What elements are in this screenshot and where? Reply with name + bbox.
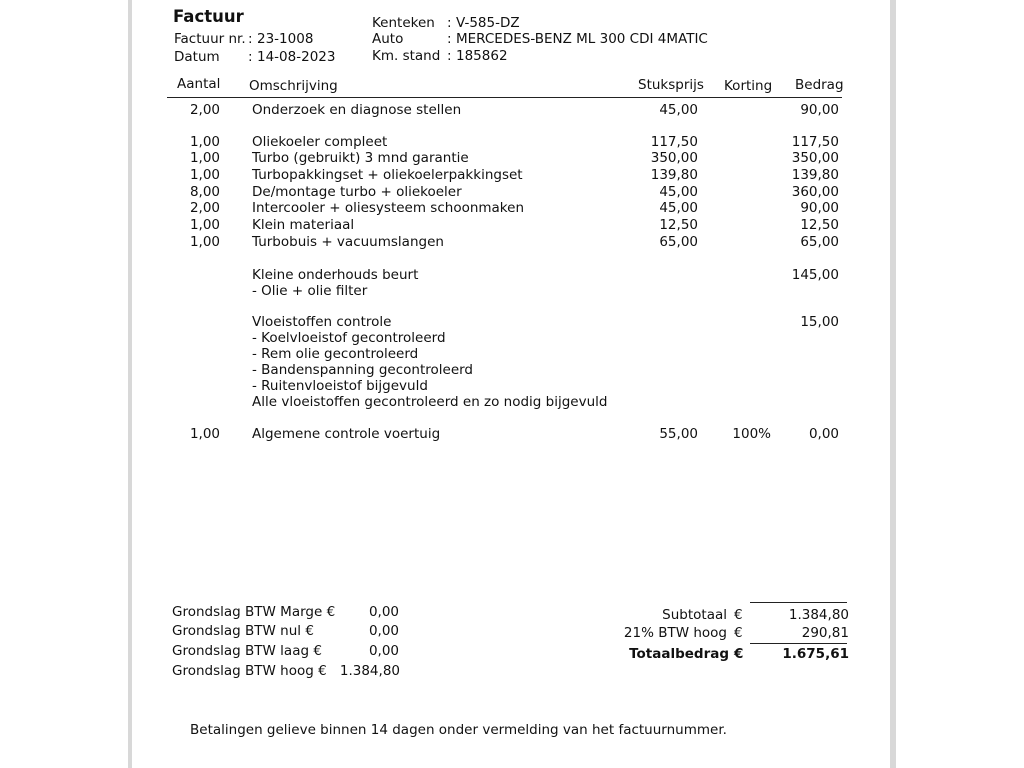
row-bedrag: 145,00 bbox=[791, 267, 839, 283]
totals-top-rule bbox=[750, 602, 847, 603]
invoice-date-label: Datum bbox=[174, 49, 220, 65]
invoice-title: Factuur bbox=[173, 7, 244, 26]
row-bedrag: 350,00 bbox=[791, 150, 839, 166]
row-omschrijving: - Rem olie gecontroleerd bbox=[252, 346, 419, 362]
plate-label: Kenteken bbox=[372, 15, 435, 31]
row-bedrag: 90,00 bbox=[800, 200, 839, 216]
total-currency: € bbox=[734, 646, 744, 662]
btw-basis-value: 0,00 bbox=[368, 623, 399, 639]
btw-basis-label: Grondslag BTW Marge € bbox=[172, 604, 336, 620]
table-header-rule bbox=[167, 97, 842, 98]
mileage-label: Km. stand bbox=[372, 48, 441, 64]
row-korting: 100% bbox=[732, 426, 771, 442]
subtotal-label: Subtotaal bbox=[662, 607, 727, 623]
btw-basis-value: 1.384,80 bbox=[339, 663, 400, 679]
row-aantal: 1,00 bbox=[189, 234, 220, 250]
row-aantal: 1,00 bbox=[189, 134, 220, 150]
row-stuksprijs: 117,50 bbox=[650, 134, 698, 150]
vat-label: 21% BTW hoog bbox=[623, 625, 727, 641]
row-aantal: 1,00 bbox=[189, 426, 220, 442]
row-bedrag: 90,00 bbox=[800, 102, 839, 118]
invoice-date-value: 14-08-2023 bbox=[257, 49, 336, 65]
vat-value: 290,81 bbox=[801, 625, 849, 641]
row-stuksprijs: 55,00 bbox=[659, 426, 698, 442]
invoice-date-sep: : bbox=[248, 49, 253, 65]
row-omschrijving: - Koelvloeistof gecontroleerd bbox=[252, 330, 446, 346]
mileage-sep: : bbox=[447, 48, 452, 64]
col-header-omschrijving: Omschrijving bbox=[249, 78, 338, 94]
page-border-right bbox=[890, 0, 896, 768]
row-omschrijving: Turbo (gebruikt) 3 mnd garantie bbox=[252, 150, 469, 166]
row-omschrijving: - Bandenspanning gecontroleerd bbox=[252, 362, 474, 378]
row-stuksprijs: 12,50 bbox=[659, 217, 698, 233]
row-omschrijving: Algemene controle voertuig bbox=[252, 426, 441, 442]
payment-note: Betalingen gelieve binnen 14 dagen onder vermelding van het factuurnummer. bbox=[190, 722, 727, 738]
subtotal-value: 1.384,80 bbox=[788, 607, 849, 623]
vat-currency: € bbox=[734, 625, 743, 641]
row-omschrijving: Intercooler + oliesysteem schoonmaken bbox=[252, 200, 525, 216]
row-omschrijving: Vloeistoffen controle bbox=[252, 314, 392, 330]
row-omschrijving: Alle vloeistoffen gecontroleerd en zo nodig bijgevuld bbox=[252, 394, 608, 410]
row-bedrag: 360,00 bbox=[791, 184, 839, 200]
row-stuksprijs: 45,00 bbox=[659, 200, 698, 216]
row-stuksprijs: 350,00 bbox=[650, 150, 698, 166]
subtotal-currency: € bbox=[734, 607, 743, 623]
invoice-number-value: 23-1008 bbox=[257, 31, 314, 47]
btw-basis-value: 0,00 bbox=[368, 604, 399, 620]
totals-sum-rule bbox=[750, 643, 847, 644]
row-bedrag: 0,00 bbox=[808, 426, 839, 442]
row-bedrag: 139,80 bbox=[791, 167, 839, 183]
plate-value: V-585-DZ bbox=[456, 15, 520, 31]
row-bedrag: 117,50 bbox=[791, 134, 839, 150]
col-header-bedrag: Bedrag bbox=[795, 77, 844, 93]
total-value: 1.675,61 bbox=[782, 646, 849, 662]
row-aantal: 2,00 bbox=[189, 102, 220, 118]
btw-basis-label: Grondslag BTW hoog € bbox=[172, 663, 327, 679]
row-stuksprijs: 45,00 bbox=[659, 102, 698, 118]
row-stuksprijs: 139,80 bbox=[650, 167, 698, 183]
invoice-number-label: Factuur nr. bbox=[174, 31, 246, 47]
plate-sep: : bbox=[447, 15, 452, 31]
row-bedrag: 15,00 bbox=[800, 314, 839, 330]
mileage-value: 185862 bbox=[456, 48, 508, 64]
btw-basis-label: Grondslag BTW nul € bbox=[172, 623, 314, 639]
row-omschrijving: Kleine onderhouds beurt bbox=[252, 267, 419, 283]
col-header-stuksprijs: Stuksprijs bbox=[638, 77, 704, 93]
row-stuksprijs: 65,00 bbox=[659, 234, 698, 250]
row-omschrijving: Turbopakkingset + oliekoelerpakkingset bbox=[252, 167, 523, 183]
row-aantal: 1,00 bbox=[189, 167, 220, 183]
row-omschrijving: - Ruitenvloeistof bijgevuld bbox=[252, 378, 428, 394]
row-omschrijving: - Olie + olie filter bbox=[252, 283, 368, 299]
row-omschrijving: Oliekoeler compleet bbox=[252, 134, 388, 150]
btw-basis-value: 0,00 bbox=[368, 643, 399, 659]
row-aantal: 1,00 bbox=[189, 217, 220, 233]
total-label: Totaalbedrag bbox=[629, 646, 729, 662]
car-label: Auto bbox=[372, 31, 404, 47]
car-value: MERCEDES-BENZ ML 300 CDI 4MATIC bbox=[456, 31, 708, 47]
car-sep: : bbox=[447, 31, 452, 47]
col-header-aantal: Aantal bbox=[177, 76, 221, 92]
col-header-korting: Korting bbox=[724, 78, 773, 94]
row-stuksprijs: 45,00 bbox=[659, 184, 698, 200]
row-omschrijving: Onderzoek en diagnose stellen bbox=[252, 102, 462, 118]
invoice-number-sep: : bbox=[248, 31, 253, 47]
btw-basis-label: Grondslag BTW laag € bbox=[172, 643, 322, 659]
row-aantal: 1,00 bbox=[189, 150, 220, 166]
row-aantal: 2,00 bbox=[189, 200, 220, 216]
row-omschrijving: Turbobuis + vacuumslangen bbox=[252, 234, 444, 250]
row-omschrijving: De/montage turbo + oliekoeler bbox=[252, 184, 462, 200]
row-bedrag: 12,50 bbox=[800, 217, 839, 233]
row-omschrijving: Klein materiaal bbox=[252, 217, 355, 233]
row-bedrag: 65,00 bbox=[800, 234, 839, 250]
row-aantal: 8,00 bbox=[189, 184, 220, 200]
